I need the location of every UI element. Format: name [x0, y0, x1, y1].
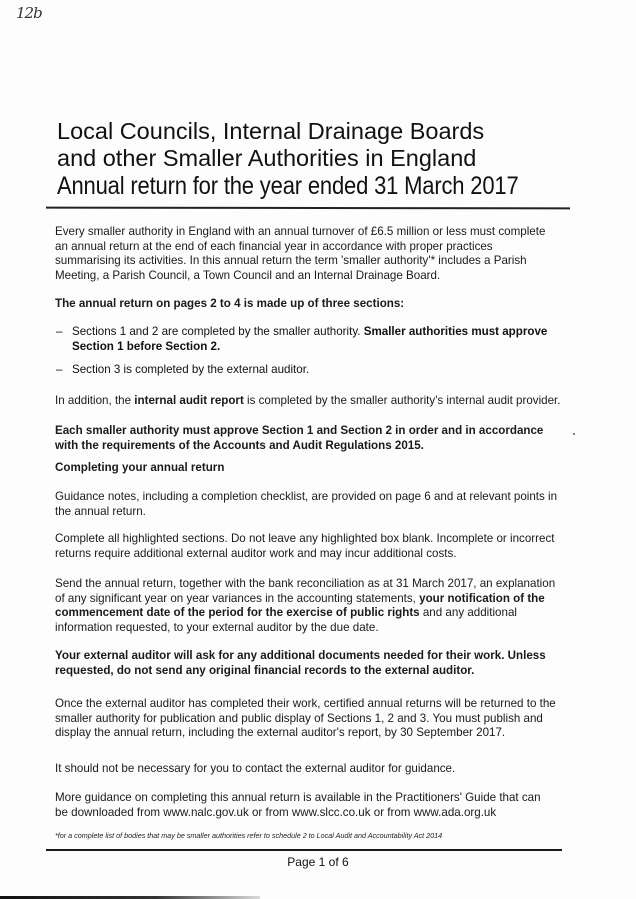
- title-line-1: Local Councils, Internal Drainage Boards: [57, 118, 485, 144]
- guidance-paragraph: [55, 490, 615, 519]
- once-complete-line: display the annual return, including the external auditor's report, by 30 September 2017.: [55, 726, 506, 739]
- intro-line: Every smaller authority in England with an annual turnover of £6.5 million or less must complete: [55, 225, 546, 238]
- bullet-bold-text: Smaller authorities must approve: [363, 325, 548, 338]
- scan-speck: [573, 433, 575, 435]
- title-line-3: Annual return for the year ended 31 March 2017: [57, 172, 519, 200]
- send-bold: commencement date of the period for the exercise of public rights: [55, 606, 420, 619]
- footnote: *for a complete list of bodies that may be smaller authorities refer to schedule 2 to Local Audit and Accountability Act 2014: [55, 831, 443, 840]
- once-complete-paragraph: [55, 697, 615, 741]
- more-guidance-line: More guidance on completing this annual return is available in the Practitioners' Guide that can: [55, 791, 541, 804]
- approval-line: Each smaller authority must approve Section 1 and Section 2 in order and in accordance: [55, 424, 544, 437]
- once-complete-line: smaller authority for publication and public display of Sections 1, 2 and 3. You must publish and: [55, 711, 543, 725]
- auditor-notice-line: requested, do not send any original financial records to the external auditor.: [55, 663, 475, 677]
- intro-line: summarising its activities. In this annual return the term 'smaller authority'* includes a Parish: [55, 254, 527, 267]
- bullet-bold-text: Section 1 before Section 2.: [72, 339, 221, 353]
- send-line: Send the annual return, together with the bank reconciliation as at 31 March 2017, an explanation: [55, 577, 556, 590]
- internal-audit-bold: internal audit report: [134, 394, 244, 407]
- complete-all-line: Complete all highlighted sections. Do not leave any highlighted box blank. Incomplete or incorrect: [55, 532, 555, 545]
- footer-rule: [46, 849, 562, 851]
- title-underline: [46, 207, 570, 210]
- send-line: information requested, to your external auditor by the due date.: [55, 620, 379, 634]
- intro-paragraph: [55, 225, 615, 283]
- handwritten-page-mark: 12b: [16, 4, 42, 22]
- guidance-line: the annual return.: [55, 504, 146, 518]
- sections-heading: The annual return on pages 2 to 4 is made up of three sections:: [55, 297, 405, 310]
- approval-line: with the requirements of the Accounts and Audit Regulations 2015.: [55, 438, 424, 452]
- internal-audit-paragraph: [55, 394, 615, 409]
- bullet-text: Section 3 is completed by the external auditor.: [72, 363, 310, 376]
- completing-heading: Completing your annual return: [55, 461, 225, 474]
- send-paragraph: [55, 577, 615, 635]
- title-line-2: and other Smaller Authorities in England: [57, 145, 477, 171]
- internal-audit-text: In addition, the: [55, 394, 135, 407]
- internal-audit-text: is completed by the smaller authority's internal audit provider.: [243, 394, 561, 407]
- complete-all-line: returns require additional external auditor work and may incur additional costs.: [55, 546, 457, 560]
- dash-bullet-icon: –: [56, 363, 63, 376]
- auditor-notice: [55, 649, 615, 678]
- guidance-line: Guidance notes, including a completion checklist, are provided on page 6 and at relevant points in: [55, 490, 558, 503]
- intro-line: an annual return at the end of each financial year in accordance with proper practices: [55, 239, 493, 253]
- bullet-item-section-3: [55, 363, 615, 378]
- intro-line: Meeting, a Parish Council, a Town Council and an Internal Drainage Board.: [55, 268, 441, 282]
- dash-bullet-icon: –: [56, 325, 63, 338]
- complete-all-paragraph: [55, 532, 615, 561]
- auditor-notice-line: Your external auditor will ask for any additional documents needed for their work. Unless: [55, 649, 546, 662]
- bullet-text: Sections 1 and 2 are completed by the smaller authority.: [72, 325, 364, 338]
- bullet-item-sections-1-2: [55, 325, 615, 354]
- send-text: and any additional: [419, 606, 517, 619]
- once-complete-line: Once the external auditor has completed their work, certified annual returns will be returned to the: [55, 697, 556, 710]
- more-guidance-line: be downloaded from www.nalc.gov.uk or from www.slcc.co.uk or from www.ada.org.uk: [55, 805, 497, 819]
- approval-notice: [55, 424, 615, 453]
- page-number: Page 1 of 6: [287, 855, 349, 869]
- no-contact-paragraph: It should not be necessary for you to contact the external auditor for guidance.: [55, 762, 456, 775]
- more-guidance-paragraph: [55, 791, 615, 820]
- send-text: of any significant year on year variances in the accounting statements,: [55, 591, 420, 605]
- send-bold: your notification of the: [419, 591, 545, 605]
